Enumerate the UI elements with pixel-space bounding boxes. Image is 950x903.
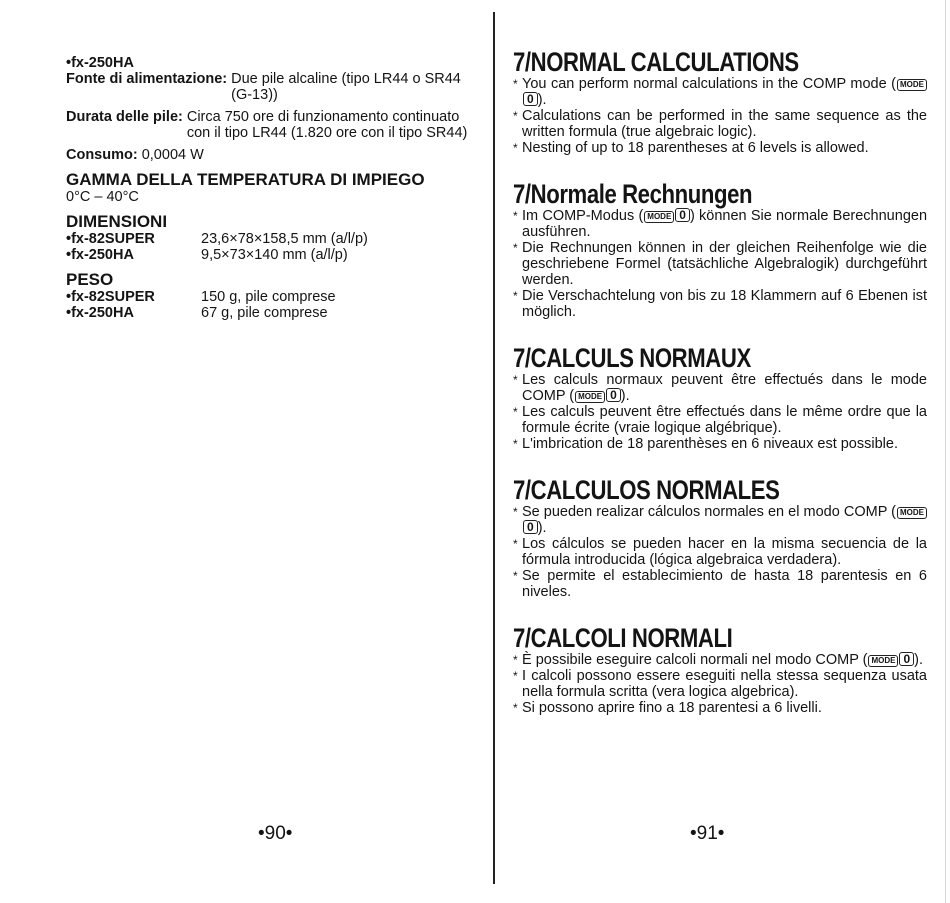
asterisk-icon: * xyxy=(513,669,518,683)
battery-life-value: Circa 750 ore di funzionamento continuato con il tipo LR44 (1.820 ore con il tipo SR44) xyxy=(186,109,468,141)
section-spanish xyxy=(513,476,927,600)
dimensions-value: 23,6×78×158,5 mm (a/l/p) xyxy=(201,231,368,247)
dimensions-model: •fx-250HA xyxy=(66,247,134,263)
item-text: Calculations can be performed in the same sequence as the written formula (true algebraic logic). xyxy=(522,108,927,140)
power-label: Fonte di alimentazione: xyxy=(66,71,228,87)
asterisk-icon: * xyxy=(513,209,518,223)
bullet-item xyxy=(513,404,927,436)
mode-key-icon: MODE xyxy=(575,391,605,403)
dimensions-row xyxy=(66,231,481,247)
zero-key-icon: 0 xyxy=(606,388,621,402)
dimensions-heading: DIMENSIONI xyxy=(66,212,168,231)
asterisk-icon: * xyxy=(513,569,518,583)
consumption-spec xyxy=(66,147,481,163)
item-text: Les calculs normaux peuvent être effectués dans le mode COMP ( xyxy=(522,372,927,404)
mode-key-icon: MODE xyxy=(868,655,898,667)
page-edge xyxy=(945,0,946,903)
dimensions-model: •fx-82SUPER xyxy=(66,231,155,247)
item-text: ). xyxy=(620,388,630,404)
item-text: You can perform normal calculations in the COMP mode ( xyxy=(522,76,896,92)
bullet-item xyxy=(513,700,927,716)
asterisk-icon: * xyxy=(513,373,518,387)
weight-model: •fx-250HA xyxy=(66,305,134,321)
model-title: •fx-250HA xyxy=(66,55,134,71)
bullet-item xyxy=(513,240,927,288)
asterisk-icon: * xyxy=(513,653,518,667)
asterisk-icon: * xyxy=(513,141,518,155)
page-divider xyxy=(493,12,495,884)
item-text: L'imbrication de 18 parenthèses en 6 niveaux est possible. xyxy=(522,436,898,452)
section-german xyxy=(513,180,927,320)
section-italian xyxy=(513,624,927,716)
item-text: Si possono aprire fino a 18 parentesi a 6 livelli. xyxy=(522,700,822,716)
section-heading: 7/CALCULS NORMAUX xyxy=(513,343,751,373)
section-french xyxy=(513,344,927,452)
battery-life-spec xyxy=(66,109,481,141)
bullet-item xyxy=(513,436,927,452)
asterisk-icon: * xyxy=(513,77,518,91)
asterisk-icon: * xyxy=(513,405,518,419)
item-text: Se pueden realizar cálculos normales en el modo COMP ( xyxy=(522,504,896,520)
item-text: Im COMP-Modus ( xyxy=(522,208,644,224)
bullet-item xyxy=(513,372,927,404)
dimensions-value: 9,5×73×140 mm (a/l/p) xyxy=(201,247,348,263)
bullet-item xyxy=(513,668,927,700)
asterisk-icon: * xyxy=(513,289,518,303)
temperature-value: 0°C – 40°C xyxy=(66,189,139,205)
bullet-item xyxy=(513,108,927,140)
asterisk-icon: * xyxy=(513,437,518,451)
item-text: Die Verschachtelung von bis zu 18 Klammern auf 6 Ebenen ist möglich. xyxy=(522,288,927,320)
weight-row xyxy=(66,289,481,305)
bullet-item xyxy=(513,504,927,536)
asterisk-icon: * xyxy=(513,109,518,123)
bullet-item xyxy=(513,76,927,108)
power-value: Due pile alcaline (tipo LR44 o SR44 (G-13)) xyxy=(231,71,461,103)
section-heading: 7/CALCOLI NORMALI xyxy=(513,623,733,653)
weight-value: 67 g, pile comprese xyxy=(201,305,328,321)
zero-key-icon: 0 xyxy=(675,208,690,222)
right-page xyxy=(513,48,927,740)
zero-key-icon: 0 xyxy=(523,92,538,106)
mode-key-icon: MODE xyxy=(897,507,927,519)
bullet-item xyxy=(513,652,927,668)
item-text: Nesting of up to 18 parentheses at 6 levels is allowed. xyxy=(522,140,869,156)
mode-key-icon: MODE xyxy=(644,211,674,223)
battery-life-label: Durata delle pile: xyxy=(66,109,183,125)
item-text: ). xyxy=(537,92,547,108)
section-heading: 7/CALCULOS NORMALES xyxy=(513,475,780,505)
bullet-item xyxy=(513,208,927,240)
item-text: Se permite el establecimiento de hasta 18 parentesis en 6 niveles. xyxy=(522,568,927,600)
dimensions-row xyxy=(66,247,481,263)
item-text: È possibile eseguire calcoli normali nel modo COMP ( xyxy=(522,652,868,668)
item-text: ). xyxy=(537,520,547,536)
weight-model: •fx-82SUPER xyxy=(66,289,155,305)
item-text: ) können Sie normale Berechnungen ausführen. xyxy=(522,208,928,240)
weight-value: 150 g, pile comprese xyxy=(201,289,336,305)
page-number-right: •91• xyxy=(690,823,725,844)
consumption-value: 0,0004 W xyxy=(141,147,204,163)
item-text: Les calculs peuvent être effectués dans le même ordre que la formule écrite (vraie logique algébrique). xyxy=(522,404,927,436)
consumption-label: Consumo: xyxy=(66,147,138,163)
weight-heading: PESO xyxy=(66,270,114,289)
mode-key-icon: MODE xyxy=(897,79,927,91)
asterisk-icon: * xyxy=(513,537,518,551)
zero-key-icon: 0 xyxy=(523,520,538,534)
bullet-item xyxy=(513,568,927,600)
item-text: ). xyxy=(914,652,924,668)
zero-key-icon: 0 xyxy=(899,652,914,666)
temperature-heading: GAMMA DELLA TEMPERATURA DI IMPIEGO xyxy=(66,170,425,189)
left-page xyxy=(66,55,481,321)
weight-row xyxy=(66,305,481,321)
item-text: Die Rechnungen können in der gleichen Reihenfolge wie die geschriebene Formel (tatsächliche Algebralogik) durchgeführt werden. xyxy=(522,240,927,288)
bullet-item xyxy=(513,536,927,568)
item-text: Los cálculos se pueden hacer en la misma secuencia de la fórmula introducida (lógica algebraica verdadera). xyxy=(522,536,927,568)
section-heading: 7/Normale Rechnungen xyxy=(513,179,753,209)
asterisk-icon: * xyxy=(513,701,518,715)
asterisk-icon: * xyxy=(513,505,518,519)
page-number-left: •90• xyxy=(258,823,293,844)
section-english xyxy=(513,48,927,156)
asterisk-icon: * xyxy=(513,241,518,255)
bullet-item xyxy=(513,140,927,156)
power-spec xyxy=(66,71,481,103)
bullet-item xyxy=(513,288,927,320)
item-text: I calcoli possono essere eseguiti nella stessa sequenza usata nella formula scritta (vera logica algebrica). xyxy=(522,668,927,700)
section-heading: 7/NORMAL CALCULATIONS xyxy=(513,47,799,77)
